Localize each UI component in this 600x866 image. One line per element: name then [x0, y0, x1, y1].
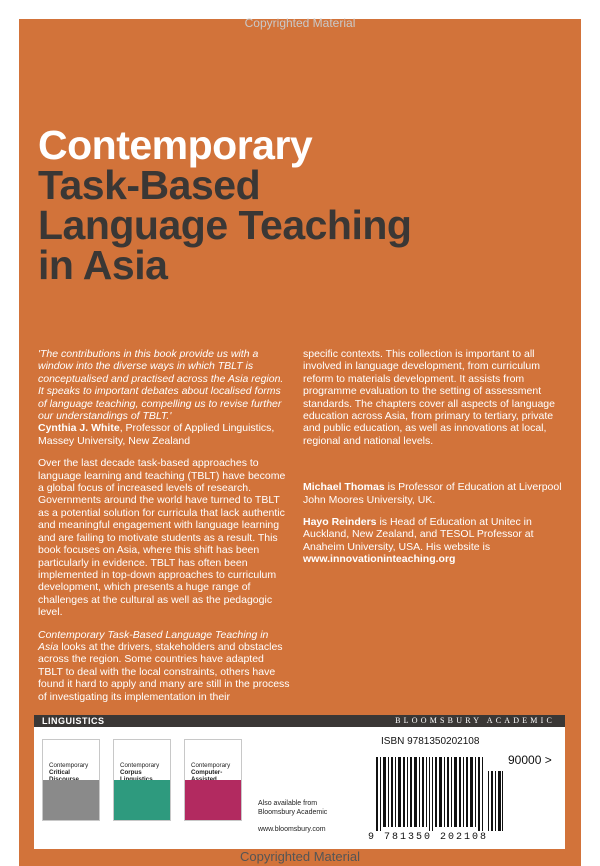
author-1-text: is Professor of Education at Liverpool John Moores University, UK.: [303, 481, 562, 506]
endorsement-author: Cynthia J. White: [38, 422, 120, 435]
blurb-column-right: [303, 348, 565, 576]
title-line-2: Task-Based: [38, 162, 261, 208]
subject-label: LINGUISTICS: [42, 716, 105, 726]
author-2-website: www.innovationinteaching.org: [303, 553, 456, 566]
related-book-1: [42, 739, 100, 821]
book-3-line-2: Computer-: [191, 769, 223, 776]
book-2-line-2: Corpus: [120, 769, 142, 776]
endorsement-affiliation: , Professor of Applied Linguistics, Massey University, New Zealand: [38, 422, 275, 447]
related-book-3: [184, 739, 242, 821]
subject-bar: [34, 715, 565, 727]
watermark-top: Copyrighted Material: [244, 16, 356, 30]
price-code: 90000 >: [508, 753, 552, 767]
blurb-paragraph-2-text: looks at the drivers, stakeholders and obstacles across the region. Some countries have adapted TBLT to deal with the local constraints, others have found it hard to apply and many are still in the process of investigating its implementation in their: [38, 640, 290, 703]
book-title: [38, 122, 412, 288]
barcode-digits: 9 781350 202108: [368, 832, 489, 843]
author-2-bio: [303, 516, 565, 566]
book-2-color-band: [114, 780, 170, 820]
book-3-line-1: Contemporary: [191, 762, 231, 769]
lower-panel: [34, 727, 565, 849]
endorsement-quote: 'The contributions in this book provide us with a window into the diverse ways in which TBLT is conceptualised and practised across the Asia region. It speaks to important debates about localised forms of language teaching, compelling us to revise further our understandings of TBLT.': [38, 348, 284, 423]
watermark-bottom: Copyrighted Material: [240, 849, 360, 864]
title-line-1: Contemporary: [38, 122, 313, 168]
title-line-4: in Asia: [38, 242, 168, 288]
also-line-2: Bloomsbury Academic: [258, 809, 328, 816]
isbn-label: ISBN 9781350202108: [381, 736, 480, 747]
book-2-line-1: Contemporary: [120, 762, 160, 769]
book-1-line-2: Critical: [49, 769, 70, 776]
also-available: [258, 799, 327, 817]
blurb-column-left: [38, 348, 290, 713]
title-line-3: Language Teaching: [38, 202, 412, 248]
publisher-website[interactable]: www.bloomsbury.com: [258, 826, 326, 833]
author-2-name: Hayo Reinders: [303, 516, 377, 529]
author-2-text: is Head of Education at Unitec in Auckland, New Zealand, and TESOL Professor at Anaheim University, USA. His website is: [303, 516, 534, 553]
book-1-color-band: [43, 780, 99, 820]
author-1-name: Michael Thomas: [303, 481, 385, 494]
related-book-2: [113, 739, 171, 821]
blurb-paragraph-3: specific contexts. This collection is important to all involved in language development, from curriculum reform to materials development. It assists from programme evaluation to the setting of assessment standards. The chapters cover all aspects of language education across Asia, from primary to tertiary, private and public education, as well as innovations at local, regional and national levels.: [303, 348, 555, 447]
book-3-color-band: [185, 780, 241, 820]
also-line-1: Also available from: [258, 800, 318, 807]
main-barcode-bars: [376, 757, 503, 831]
blurb-book-title: Contemporary Task-Based Language Teaching in Asia: [38, 628, 269, 653]
blurb-paragraph-2: [38, 629, 290, 703]
book-1-line-1: Contemporary: [49, 762, 89, 769]
blurb-paragraph-1: Over the last decade task-based approaches to language learning and teaching (TBLT) have become a global focus of increased levels of research. Governments around the world have turned to TBLT as a potential solution for curricula that lack authentic and meaningful engagement with language learning and are failing to motivate students as a result. This book focuses on Asia, where this shift has been particularly in evidence. TBLT has often been implemented in top-down approaches to curriculum development, which presents a huge range of challenges at the cultural as well as the pedagogic level.: [38, 457, 286, 619]
endorsement: [38, 348, 290, 447]
publisher-label: BLOOMSBURY ACADEMIC: [395, 716, 555, 725]
author-1-bio: [303, 481, 565, 506]
price-barcode: [376, 751, 504, 831]
